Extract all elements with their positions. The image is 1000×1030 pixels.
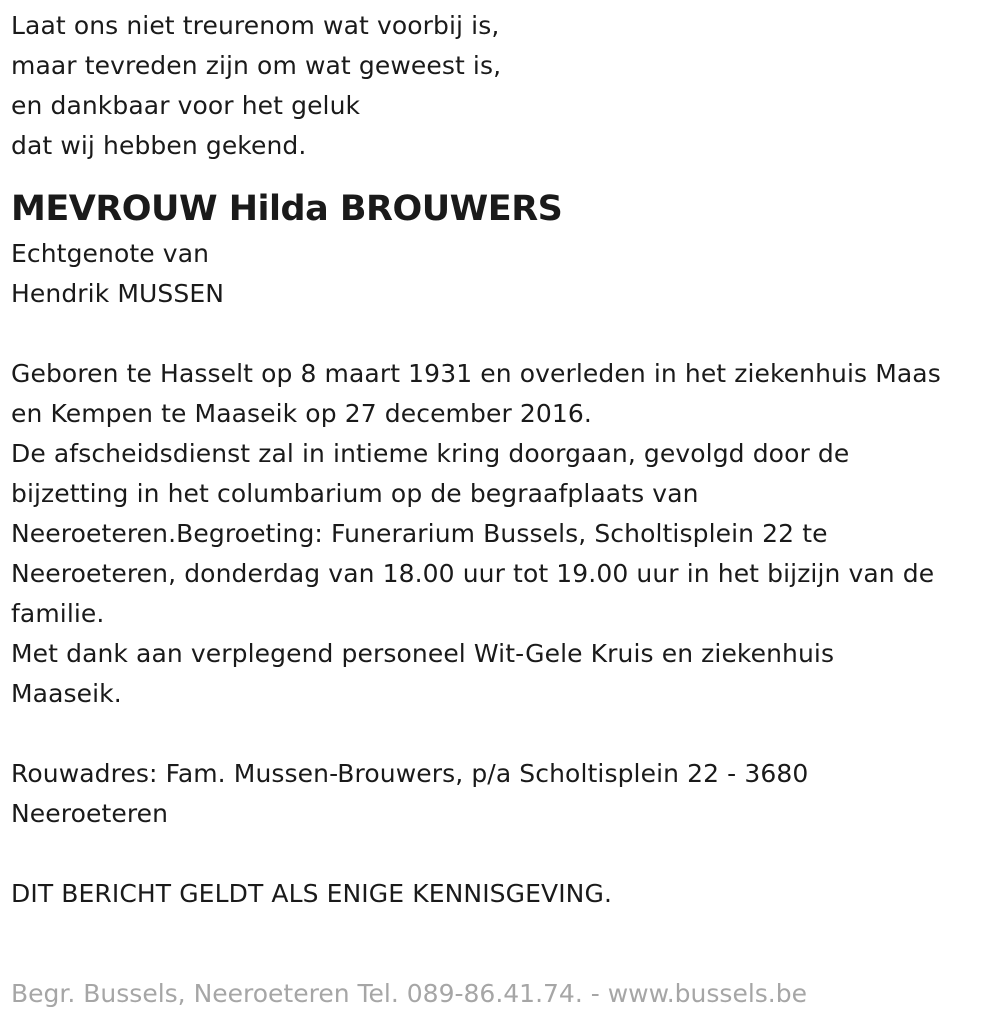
mourning-address	[11, 754, 991, 834]
announcement-line: De afscheidsdienst zal in intieme kring doorgaan, gevolgd door de	[11, 439, 850, 468]
funeral-home-footer: Begr. Bussels, Neeroeteren Tel. 089-86.41.74. - www.bussels.be	[11, 979, 807, 1008]
announcement-line: Maaseik.	[11, 679, 122, 708]
relation-label: Echtgenote van	[11, 239, 210, 268]
poem-line: Laat ons niet treurenom wat voorbij is,	[11, 11, 500, 40]
announcement-line: familie.	[11, 599, 105, 628]
poem-line: en dankbaar voor het geluk	[11, 91, 361, 120]
notice-text: DIT BERICHT GELDT ALS ENIGE KENNISGEVING.	[11, 879, 612, 908]
mourning-address-line: Neeroeteren	[11, 799, 169, 828]
announcement-line: en Kempen te Maaseik op 27 december 2016.	[11, 399, 592, 428]
spouse-name: Hendrik MUSSEN	[11, 279, 225, 308]
announcement-line: Neeroeteren, donderdag van 18.00 uur tot 19.00 uur in het bijzijn van de	[11, 559, 935, 588]
poem-line: maar tevreden zijn om wat geweest is,	[11, 51, 502, 80]
deceased-name: MEVROUW Hilda BROUWERS	[11, 189, 563, 229]
announcement-line: Neeroeteren.Begroeting: Funerarium Bussels, Scholtisplein 22 te	[11, 519, 828, 548]
mourning-address-line: Rouwadres: Fam. Mussen-Brouwers, p/a Scholtisplein 22 - 3680	[11, 759, 809, 788]
announcement-line: bijzetting in het columbarium op de begraafplaats van	[11, 479, 699, 508]
poem	[11, 6, 991, 166]
obituary-notice	[11, 6, 991, 914]
announcement-line: Met dank aan verplegend personeel Wit-Gele Kruis en ziekenhuis	[11, 639, 835, 668]
announcement-line: Geboren te Hasselt op 8 maart 1931 en overleden in het ziekenhuis Maas	[11, 359, 941, 388]
announcement-text	[11, 354, 991, 714]
poem-line: dat wij hebben gekend.	[11, 131, 307, 160]
